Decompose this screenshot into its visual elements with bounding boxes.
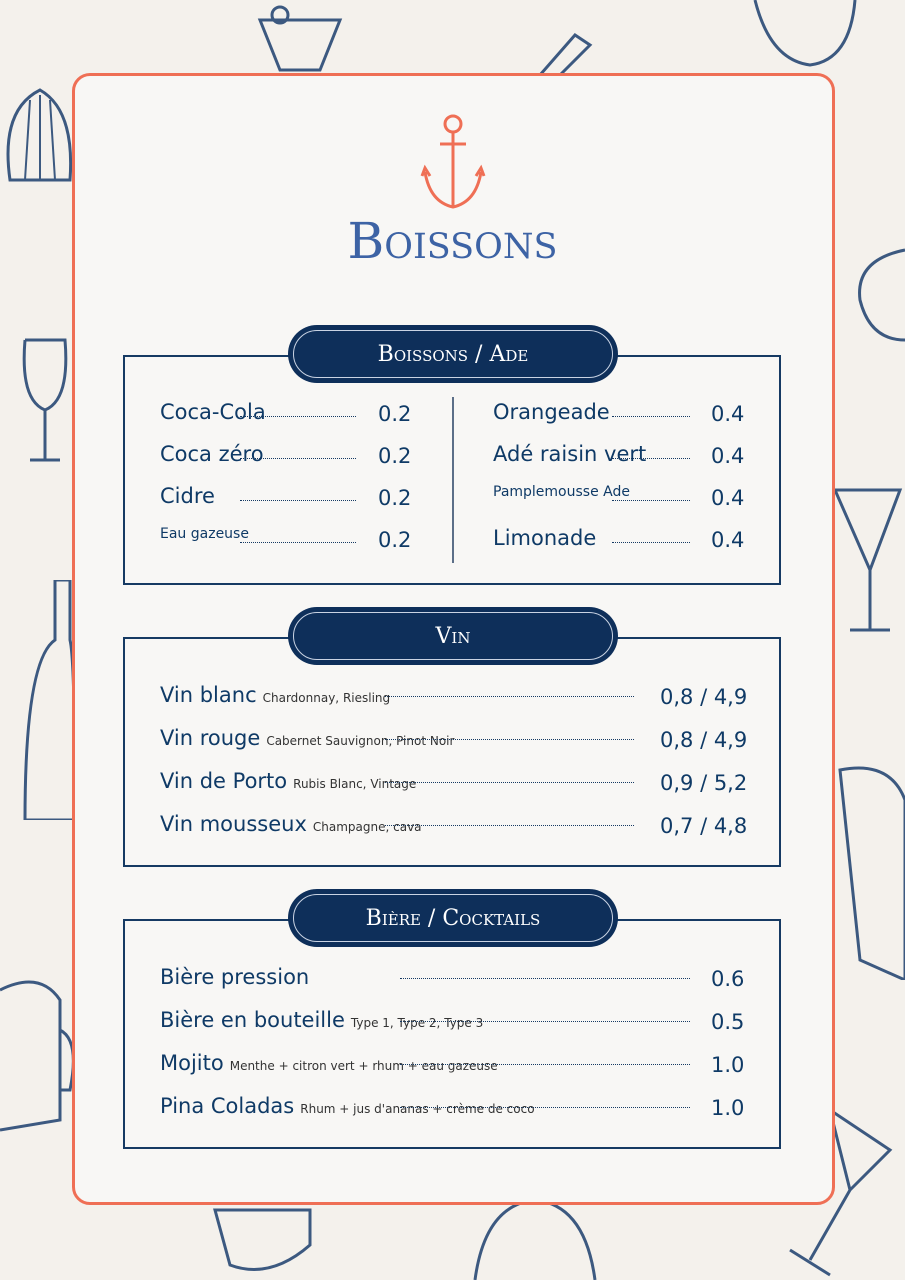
dot-leader	[385, 739, 634, 740]
item-price: 0,8 / 4,9	[660, 728, 748, 752]
item-name: Coca zéro	[160, 442, 264, 466]
dot-leader	[385, 782, 634, 783]
menu-item	[493, 484, 630, 500]
item-price: 0.4	[711, 444, 745, 468]
item-name: Mojito	[160, 1051, 224, 1075]
seashell-icon	[470, 1195, 600, 1280]
menu-item	[160, 683, 390, 707]
menu-item	[493, 526, 596, 550]
dot-leader	[400, 1021, 690, 1022]
menu-item	[160, 965, 315, 989]
menu-item	[160, 484, 215, 508]
item-description: Menthe + citron vert + rhum + eau gazeuse	[229, 1059, 498, 1073]
item-price: 0,9 / 5,2	[660, 771, 748, 795]
item-price: 1.0	[711, 1096, 745, 1120]
menu-item	[160, 400, 266, 424]
beer-mug-icon	[0, 970, 80, 1150]
menu-item	[160, 726, 454, 750]
bottle-icon	[830, 760, 905, 980]
dot-leader	[612, 542, 690, 543]
menu-item	[160, 1051, 498, 1075]
bottle-icon	[15, 580, 75, 820]
item-price: 0.4	[711, 486, 745, 510]
dot-leader	[612, 500, 690, 501]
menu-item	[493, 442, 646, 466]
item-description: Rhum + jus d'ananas + crème de coco	[300, 1102, 535, 1116]
dot-leader	[612, 416, 690, 417]
cocktail-glass-icon	[830, 460, 905, 640]
item-name: Pamplemousse Ade	[493, 484, 630, 500]
item-description: Rubis Blanc, Vintage	[293, 777, 417, 791]
menu-item	[160, 1008, 483, 1032]
item-name: Coca-Cola	[160, 400, 266, 424]
item-name: Cidre	[160, 484, 215, 508]
column-divider	[452, 397, 454, 563]
item-price: 0.5	[711, 1010, 745, 1034]
bottle-icon	[210, 1205, 320, 1280]
menu-item	[160, 1094, 535, 1118]
item-name: Bière pression	[160, 965, 310, 989]
menu-item	[493, 400, 610, 424]
item-name: Vin blanc	[160, 683, 257, 707]
item-price: 0.2	[378, 528, 412, 552]
cocktail-glass-icon	[240, 0, 350, 75]
wine-glass-icon	[15, 320, 75, 470]
item-name: Vin mousseux	[160, 812, 307, 836]
page-title: Boissons	[347, 212, 558, 270]
item-description: Type 1, Type 2, Type 3	[350, 1016, 484, 1030]
item-name: Pina Coladas	[160, 1094, 295, 1118]
item-name: Adé raisin vert	[493, 442, 647, 466]
item-name: Vin de Porto	[160, 769, 288, 793]
item-name: Vin rouge	[160, 726, 261, 750]
menu-item	[160, 812, 422, 836]
menu-item	[160, 526, 249, 542]
item-name: Orangeade	[493, 400, 610, 424]
item-price: 0.4	[711, 402, 745, 426]
dot-leader	[385, 696, 634, 697]
menu-item	[160, 769, 416, 793]
section-header-vin: Vin	[288, 607, 618, 665]
dot-leader	[240, 416, 356, 417]
item-name: Eau gazeuse	[160, 526, 249, 542]
bottle-icon	[530, 20, 600, 75]
item-name: Bière en bouteille	[160, 1008, 345, 1032]
item-price: 0,7 / 4,8	[660, 814, 748, 838]
item-price: 0.4	[711, 528, 745, 552]
dot-leader	[400, 1107, 690, 1108]
section-header-boissons: Boissons / Ade	[288, 325, 618, 383]
dot-leader	[240, 500, 356, 501]
seashell-icon	[750, 0, 860, 70]
dot-leader	[612, 458, 690, 459]
item-description: Chardonnay, Riesling	[262, 691, 391, 705]
dot-leader	[240, 542, 356, 543]
item-price: 1.0	[711, 1053, 745, 1077]
item-description: Cabernet Sauvignon, Pinot Noir	[266, 734, 455, 748]
section-header-biere-cocktails: Bière / Cocktails	[288, 889, 618, 947]
anchor-icon	[420, 112, 486, 212]
item-description: Champagne, cava	[312, 820, 422, 834]
menu-item	[160, 442, 264, 466]
dot-leader	[400, 1064, 690, 1065]
item-price: 0.2	[378, 402, 412, 426]
item-name: Limonade	[493, 526, 597, 550]
dot-leader	[240, 458, 356, 459]
item-price: 0.6	[711, 967, 745, 991]
dot-leader	[385, 825, 634, 826]
seashell-icon	[0, 70, 80, 190]
item-price: 0.2	[378, 486, 412, 510]
dot-leader	[400, 978, 690, 979]
item-price: 0,8 / 4,9	[660, 685, 748, 709]
item-price: 0.2	[378, 444, 412, 468]
